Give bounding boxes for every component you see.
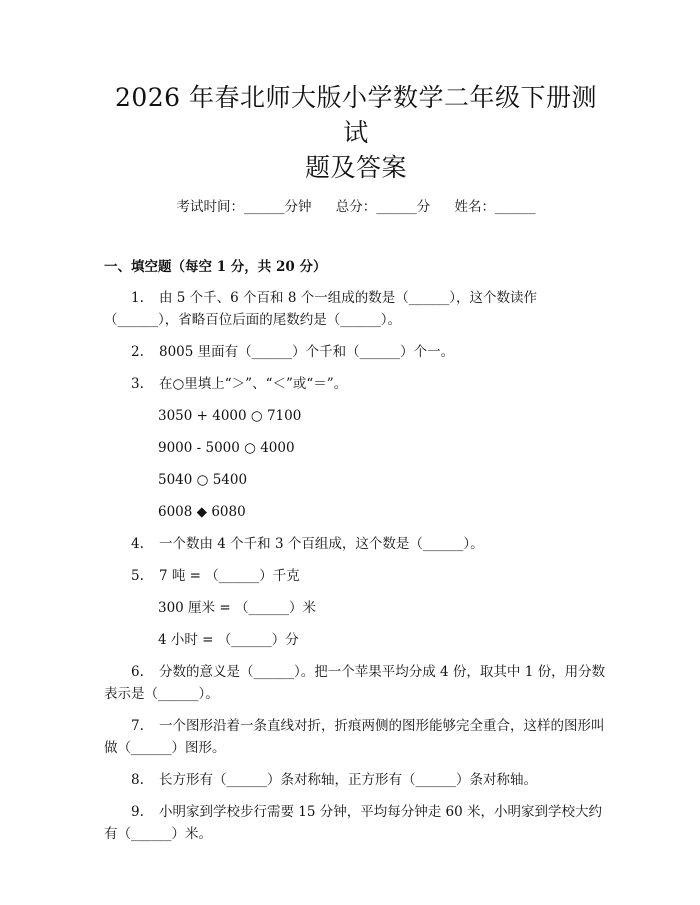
question-6 [104, 661, 608, 705]
question-text: 7 吨 = （______）千克 [159, 568, 300, 584]
question-text: 由 5 个千、6 个百和 8 个一组成的数是（______），这个数读作（______），省略百位后面的尾数约是（______）。 [104, 290, 537, 328]
conversion-item: 4 小时 = （______）分 [158, 632, 299, 648]
question-number: 5. [131, 568, 144, 584]
question-number: 2. [131, 344, 144, 360]
question-number: 4. [131, 536, 144, 552]
question-9 [104, 801, 608, 845]
comparison-item: 3050 + 4000 ○ 7100 [158, 408, 302, 424]
question-text: 8005 里面有（______）个千和（______）个一。 [159, 344, 455, 360]
comparison-item: 6008 ◆ 6080 [158, 504, 246, 520]
question-number: 8. [131, 772, 144, 788]
student-name-field: 姓名：______ [454, 199, 536, 215]
page-title [104, 0, 608, 185]
exam-time-field: 考试时间：______分钟 [176, 199, 312, 215]
comparison-item: 9000 - 5000 ○ 4000 [158, 440, 295, 456]
question-text: 在○里填上“＞”、“＜”或“＝”。 [159, 376, 348, 392]
question-text: 分数的意义是（______）。把一个苹果平均分成 4 份，取其中 1 份，用分数表示是（______）。 [104, 664, 606, 702]
question-number: 9. [131, 804, 144, 820]
question-text: 长方形有（______）条对称轴，正方形有（______）条对称轴。 [159, 772, 537, 788]
question-text: 一个数由 4 个千和 3 个百组成，这个数是（______）。 [159, 536, 484, 552]
question-number: 7. [131, 718, 144, 734]
conversion-item: 300 厘米 = （______）米 [158, 600, 316, 616]
comparison-item: 5040 ○ 5400 [158, 472, 248, 488]
total-score-field: 总分：______分 [335, 199, 431, 215]
question-2 [104, 341, 608, 363]
question-text: 一个图形沿着一条直线对折，折痕两侧的图形能够完全重合，这样的图形叫做（______）图形。 [104, 718, 605, 756]
question-4 [104, 533, 608, 555]
question-3 [104, 373, 608, 523]
question-7 [104, 715, 608, 759]
title-line-2: 题及答案 [304, 153, 407, 182]
question-8 [104, 769, 608, 791]
question-1 [104, 287, 608, 331]
question-number: 6. [131, 664, 144, 680]
section-heading-fill-blank: 一、填空题（每空 1 分，共 20 分） [104, 259, 327, 275]
question-5 [104, 565, 608, 651]
question-text: 小明家到学校步行需要 15 分钟，平均每分钟走 60 米，小明家到学校大约有（______）米。 [104, 804, 603, 842]
question-number: 3. [131, 376, 144, 392]
title-line-1: 2026 年春北师大版小学数学二年级下册测试 [114, 83, 598, 147]
question-number: 1. [131, 290, 144, 306]
exam-meta [104, 197, 608, 217]
